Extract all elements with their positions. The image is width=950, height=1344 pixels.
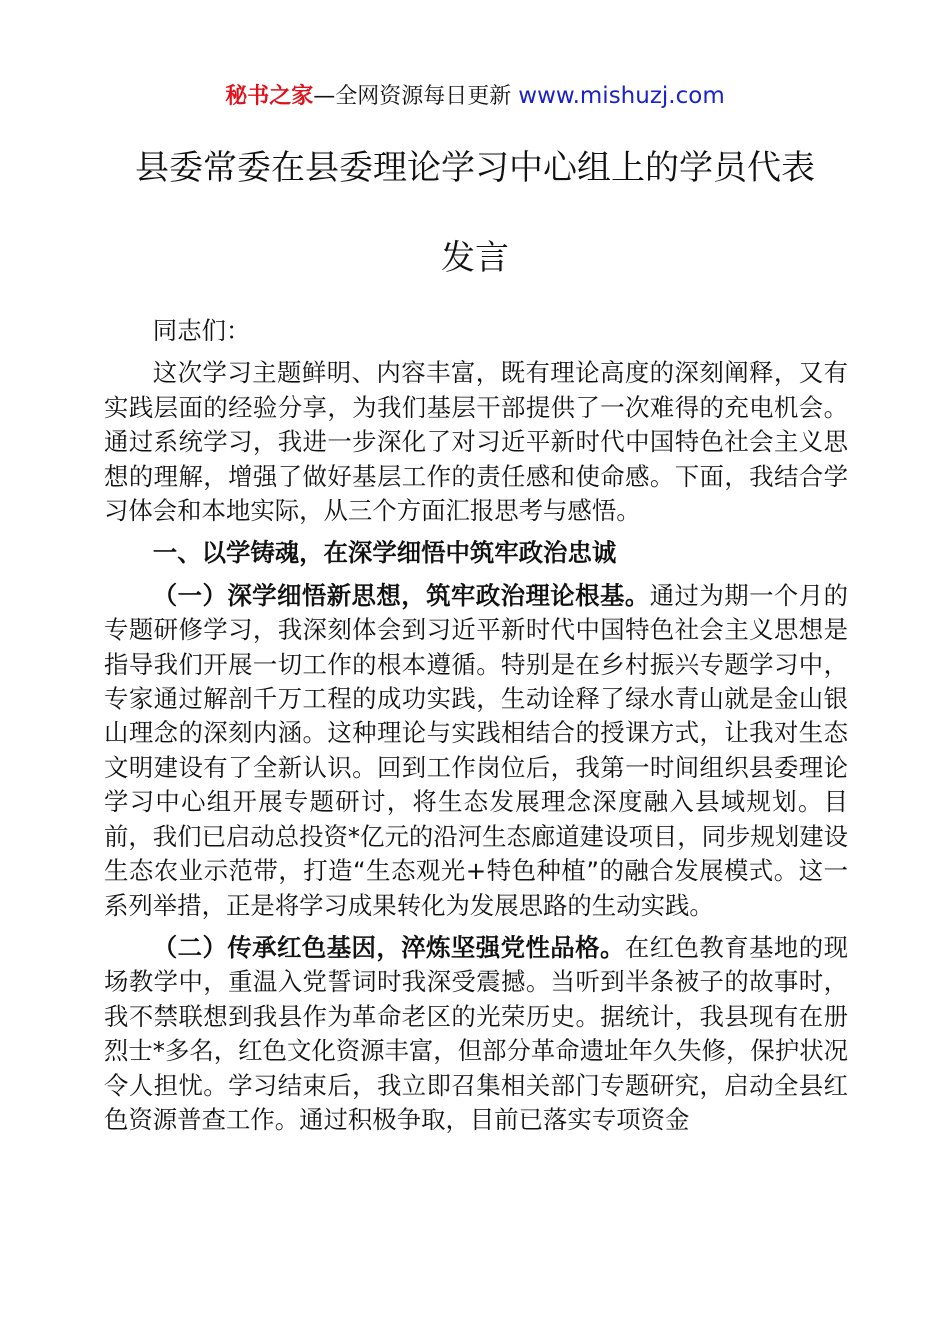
subsection-heading-1: （一）深学细悟新思想，筑牢政治理论根基。	[152, 580, 650, 610]
subsection-text-1: 通过为期一个月的专题研修学习，我深刻体会到习近平新时代中国特色社会主义思想是指导我们开展一切工作的根本遵循。特别是在乡村振兴专题学习中，专家通过解剖千万工程的成功实践，生动诠释了绿水青山就是金山银山理念的深刻内涵。这种理论与实践相结合的授课方式，让我对生态文明建设有了全新认识。回到工作岗位后，我第一时间组织县委理论学习中心组开展专题研讨，将生态发展理念深度融入县域规划。目前，我们已启动总投资*亿元的沿河生态廊道建设项目，同步规划建设生态农业示范带，打造“生态观光+特色种植”的融合发展模式。这一系列举措，正是将学习成果转化为发展思路的生动实践。	[104, 580, 848, 920]
salutation: 同志们：	[152, 316, 251, 345]
site-url-link[interactable]: www.mishuzj.com	[518, 83, 725, 109]
document-body	[104, 314, 848, 1137]
document-title-line-2: 发言	[441, 238, 509, 278]
subsection-heading-2: （二）传承红色基因，淬炼坚强党性品格。	[152, 932, 625, 962]
intro-paragraph: 这次学习主题鲜明、内容丰富，既有理论高度的深刻阐释，又有实践层面的经验分享，为我们基层干部提供了一次难得的充电机会。通过系统学习，我进一步深化了对习近平新时代中国特色社会主义思想的理解，增强了做好基层工作的责任感和使命感。下面，我结合学习体会和本地实际，从三个方面汇报思考与感悟。	[104, 358, 848, 526]
subsection-paragraph-2	[104, 931, 848, 1137]
document-title-line-1: 县委常委在县委理论学习中心组上的学员代表	[135, 148, 815, 188]
section-heading: 一、以学铸魂，在深学细悟中筑牢政治忠诚	[152, 538, 617, 568]
subsection-paragraph-1	[104, 579, 848, 923]
site-banner	[0, 80, 950, 113]
subsection-text-2: 在红色教育基地的现场教学中，重温入党誓词时我深受震撼。当听到半条被子的故事时，我不禁联想到我县作为革命老区的光荣历史。据统计，我县现有在册烈士*多名，红色文化资源丰富，但部分革命遗址年久失修，保护状况令人担忧。学习结束后，我立即召集相关部门专题研究，启动全县红色资源普查工作。通过积极争取，目前已落实专项资金	[104, 932, 848, 1134]
site-brand: 秘书之家	[225, 84, 314, 109]
site-tagline: —全网资源每日更新	[313, 84, 519, 109]
